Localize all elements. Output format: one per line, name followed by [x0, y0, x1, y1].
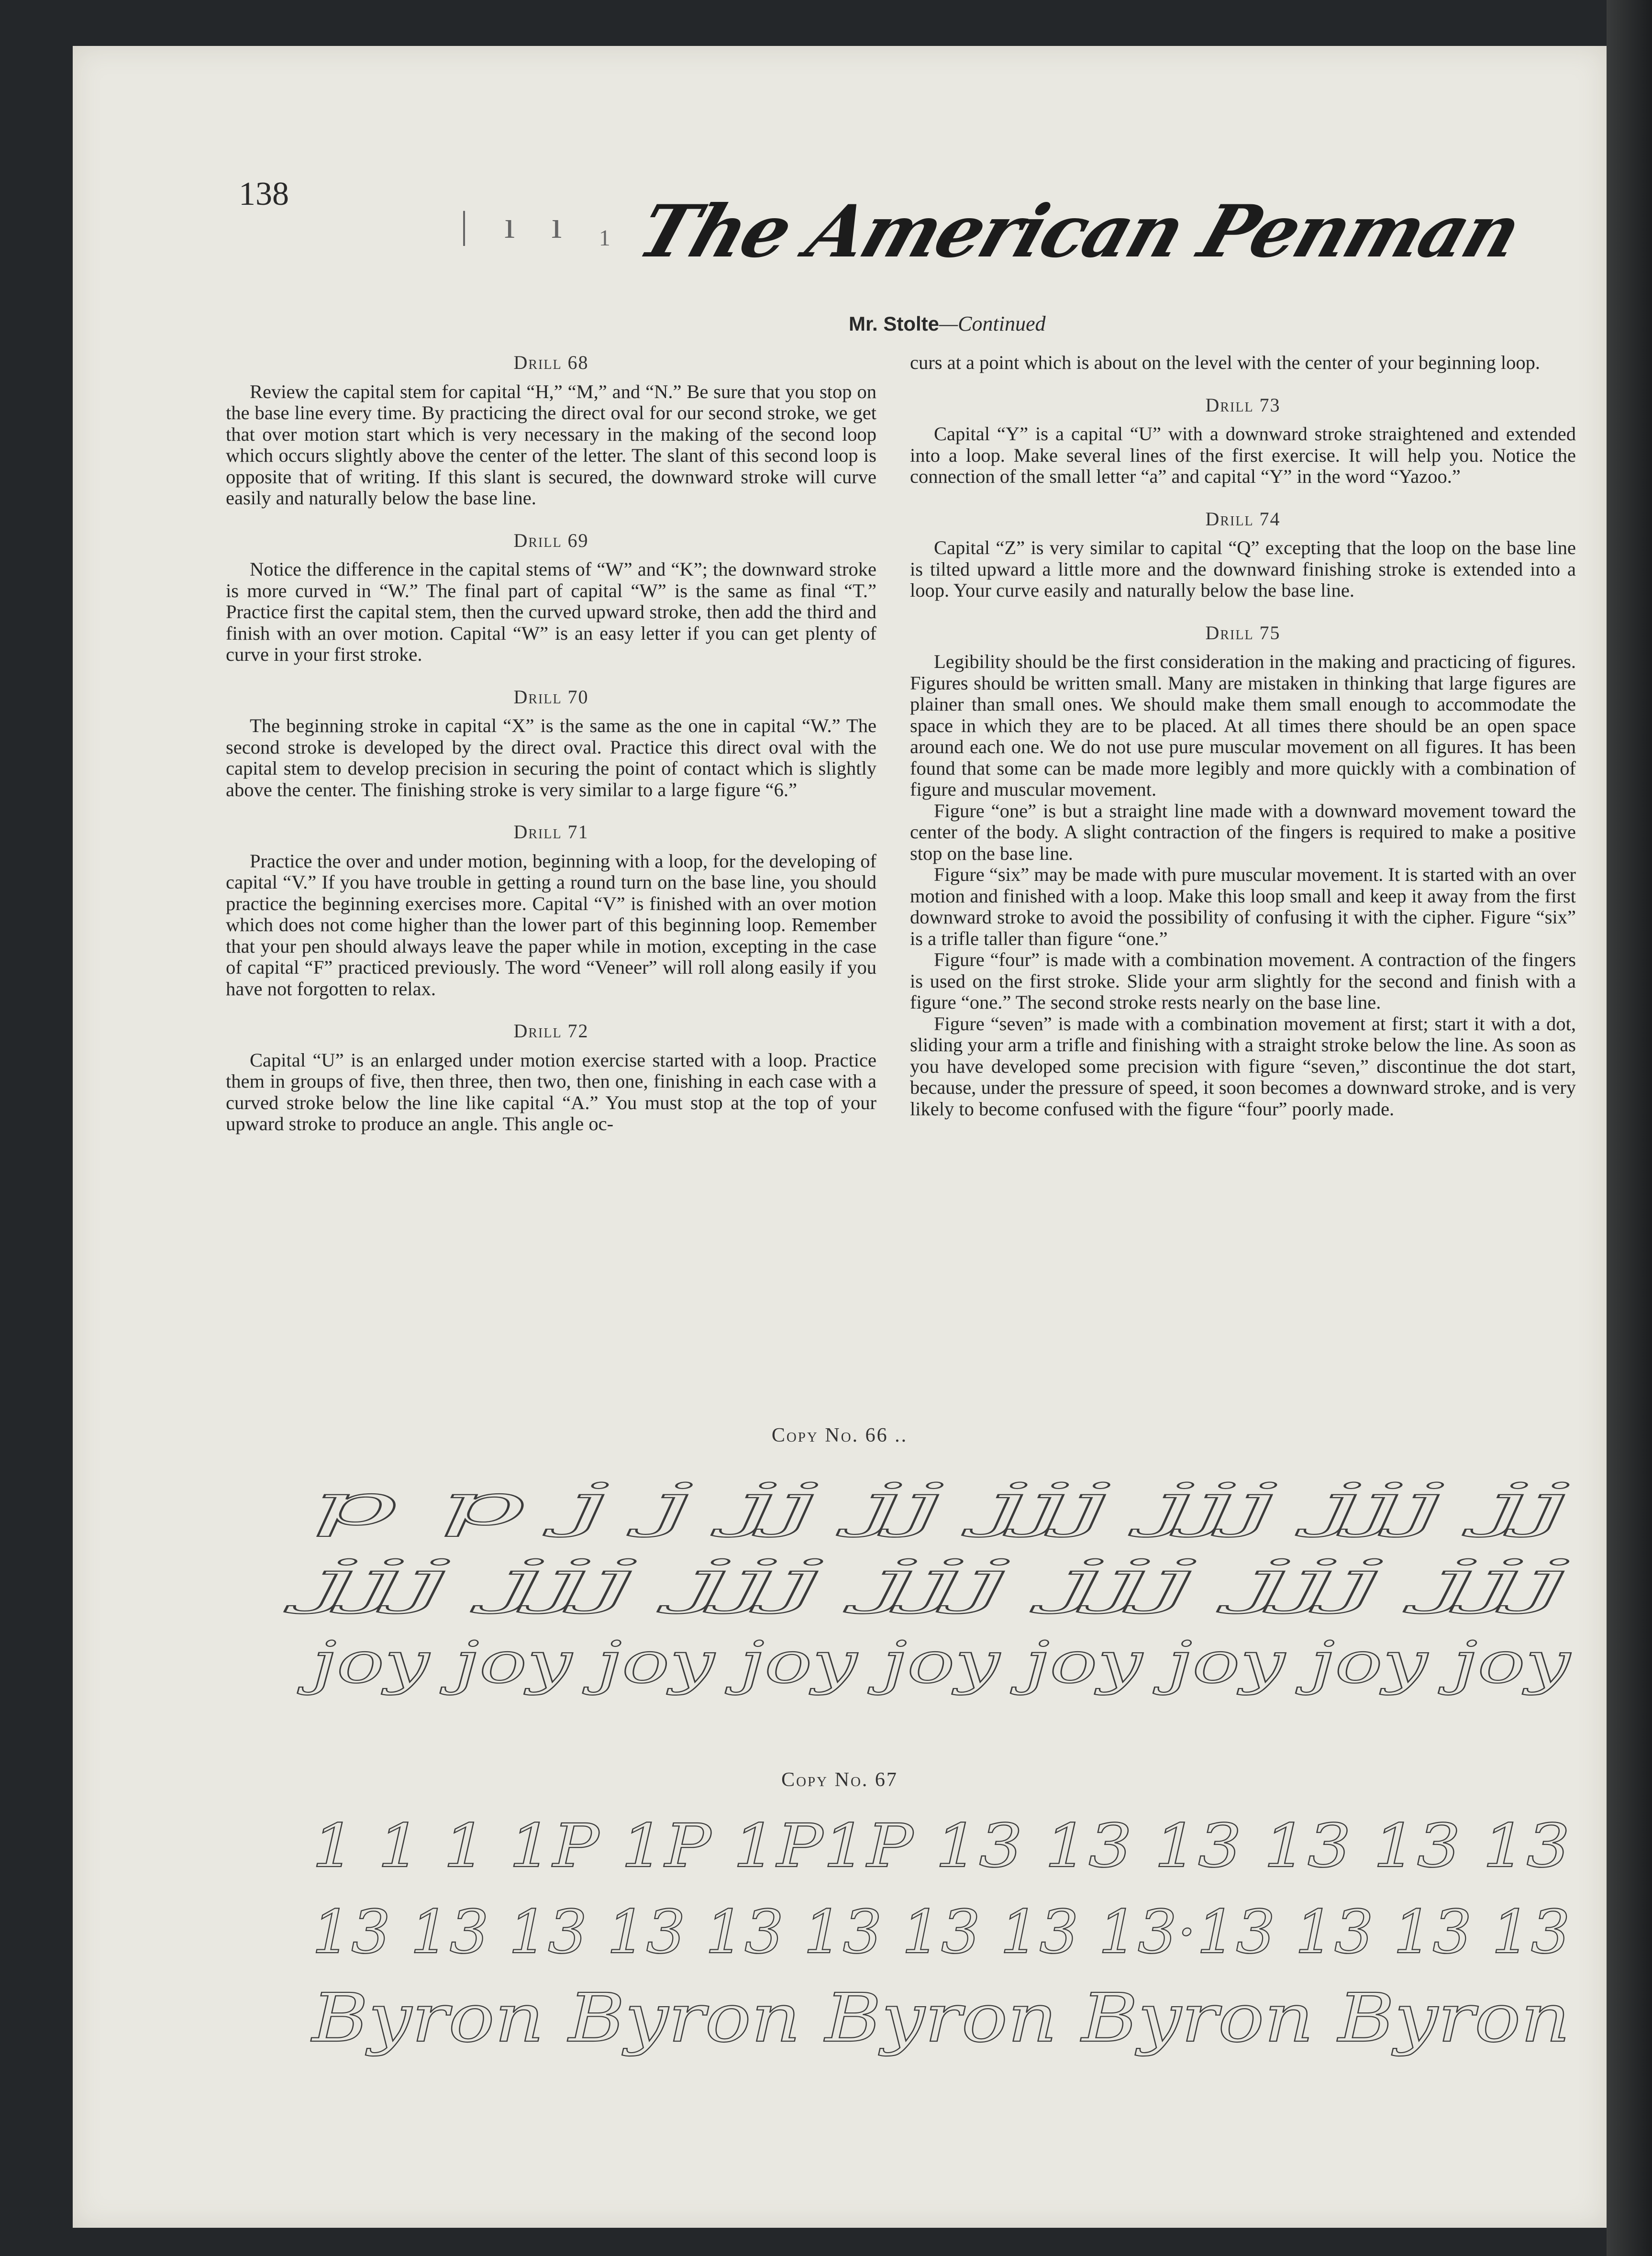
drill-paragraph: Legibility should be the first consideration in the making and practicing of figures. Figures should be written small. Many are mistaken in thinking that large figures are plainer than small ones. We should make them small enough to accommodate the space in which they are to be placed. At all times there should be an open space around each one. We do not use pure muscular movement on all figures. It has been found that some can be made more legibly and more quickly with a combination of figure and muscular movement.: [910, 651, 1576, 800]
copy-67-row-2: [312, 1898, 1580, 1969]
drill-paragraph: Capital “U” is an enlarged under motion exercise started with a loop. Practice them in groups of five, then three, then two, then one, finishing in each case with a curved stroke below the line like capital “A.” You must stop at the top of your upward stroke to produce an angle. This angle oc-: [226, 1049, 876, 1134]
section-gap: [910, 601, 1576, 622]
section-gap: [226, 509, 876, 530]
section-gap: [910, 488, 1576, 509]
copy-67-row-1: [312, 1811, 1580, 1883]
drill-paragraph: Capital “Z” is very similar to capital “Q” excepting that the loop on the base line is tilted upward a little more and the downward finishing stroke is extended into a loop. Your curve easily and naturally below the base line.: [910, 537, 1576, 601]
drill-heading: Drill 75: [1205, 622, 1281, 644]
copy-67-row-3-text: Byron Byron Byron Byron Byron: [310, 1979, 1570, 2057]
drill-heading: Drill 72: [513, 1020, 589, 1042]
left-column: [226, 352, 876, 1135]
drill-paragraph: Capital “Y” is a capital “U” with a downward stroke straightened and extended into a loop. Make several lines of the first exercise. It will help you. Notice the connection of the small letter “a” and capital “Y” in the word “Yazoo.”: [910, 423, 1576, 487]
copy-66-row-1-text: p p j j jj jj jjj jjj jjj jj: [312, 1472, 1570, 1538]
byline-suffix: —Continued: [939, 312, 1046, 335]
drill-paragraph: Figure “seven” is made with a combination movement at first; start it with a dot, sliding your arm a trifle and finishing with a straight stroke below the line. As soon as you have developed some precision with figure “seven,” discontinue the dot start, because, under the pressure of speed, it soon becomes a downward stroke, and is very likely to become confused with the figure “four” poorly made.: [910, 1012, 1576, 1120]
right_column-continuation-paragraph: curs at a point which is about on the level with the center of your beginning loop.: [910, 352, 1541, 373]
section-gap: [226, 800, 876, 822]
drill-heading: Drill 74: [1205, 508, 1281, 530]
drill-paragraph: Figure “one” is but a straight line made with a downward movement toward the center of the body. A slight contraction of the fingers is required to make a positive stop on the base line.: [910, 800, 1576, 864]
drill-paragraph: Notice the difference in the capital stems of “W” and “K”; the downward stroke is more curved in “W.” The final part of capital “W” is the same as final “T.” Practice first the capital stem, then the curved upward stroke, then add the third and finish with an over motion. Capital “W” is an easy letter if you can get plenty of curve in your first stroke.: [226, 558, 876, 665]
drill-heading: Drill 71: [513, 821, 589, 843]
copy-66-row-2: [284, 1548, 1580, 1620]
copy-66-row-2-text: jjj jjj jjj jjj jjj jjj jjj: [284, 1548, 1570, 1615]
drill-paragraph: Figure “four” is made with a combination movement. A contraction of the fingers is used on the first stroke. Slide your arm slightly for the second and finish with a figure “one.” The second stroke rests nearly on the base line.: [910, 949, 1576, 1013]
drill-paragraph: Practice the over and under motion, beginning with a loop, for the developing of capital “V.” If you have trouble in getting a round turn on the base line, you should practice the beginning exercises more. Capital “V” is finished with an over motion which does not come higher than the lower part of this beginning loop. Remember that your pen should always leave the paper while in motion, excepting in the case of capital “F” practiced previously. The word “Veneer” will roll along easily if you have not forgotten to relax.: [226, 850, 876, 1000]
masthead-title: The American Penman: [628, 189, 1530, 274]
drill-paragraph: Review the capital stem for capital “H,” “M,” and “N.” Be sure that you stop on the base line every time. By practicing the direct oval for our second stroke, we get that over motion start which is very necessary in the making of the second loop which occurs slightly above the center of the letter. The slant of this second loop is opposite that of writing. If this slant is secured, the downward stroke will curve easily and naturally below the base line.: [226, 380, 876, 509]
stray-print-marks: | ı ı ₁: [460, 204, 625, 246]
drill-heading: Drill 70: [513, 686, 589, 708]
copy-66-row-1: [312, 1472, 1580, 1544]
copy-66-heading: Copy No. 66 ..: [771, 1424, 908, 1446]
drill-paragraph: Figure “six” may be made with pure muscular movement. It is started with an over motion and finished with a loop. Make this loop small and keep it away from the first downward stroke to avoid the possibility of confusing it with the cipher. Figure “six” is a trifle taller than figure “one.”: [910, 864, 1576, 949]
drill-heading: Drill 68: [513, 352, 589, 373]
magazine-page: [73, 46, 1607, 2228]
drill-heading: Drill 73: [1205, 394, 1281, 416]
copy-67-heading: Copy No. 67: [781, 1769, 898, 1791]
copy-67-row-1-text: 1 1 1 1P 1P 1P1P 13 13 13 13 13 13: [312, 1811, 1570, 1881]
copy-67-row-3: [310, 1979, 1580, 2057]
copy-66-row-3-text: joy joy joy joy joy joy joy joy joy: [297, 1630, 1572, 1696]
right-column: [910, 352, 1576, 1120]
section-gap: [226, 666, 876, 687]
scan-background-edge: [1607, 0, 1652, 2256]
byline-name: Mr. Stolte: [849, 312, 940, 335]
page-number: 138: [239, 176, 289, 212]
copy-67-row-2-text: 13 13 13 13 13 13 13 13 13·13 13 13 13: [312, 1898, 1570, 1967]
byline: [849, 311, 1045, 336]
copy-66-row-3: [297, 1630, 1580, 1701]
section-gap: [226, 1000, 876, 1021]
section-gap: [910, 374, 1576, 395]
drill-heading: Drill 69: [513, 529, 589, 551]
drill-paragraph: The beginning stroke in capital “X” is the same as the one in capital “W.” The second stroke is developed by the direct oval. Practice this direct oval with the capital stem to develop precision in securing the point of contact which is slightly above the center. The finishing stroke is very similar to a large figure “6.”: [226, 715, 876, 800]
